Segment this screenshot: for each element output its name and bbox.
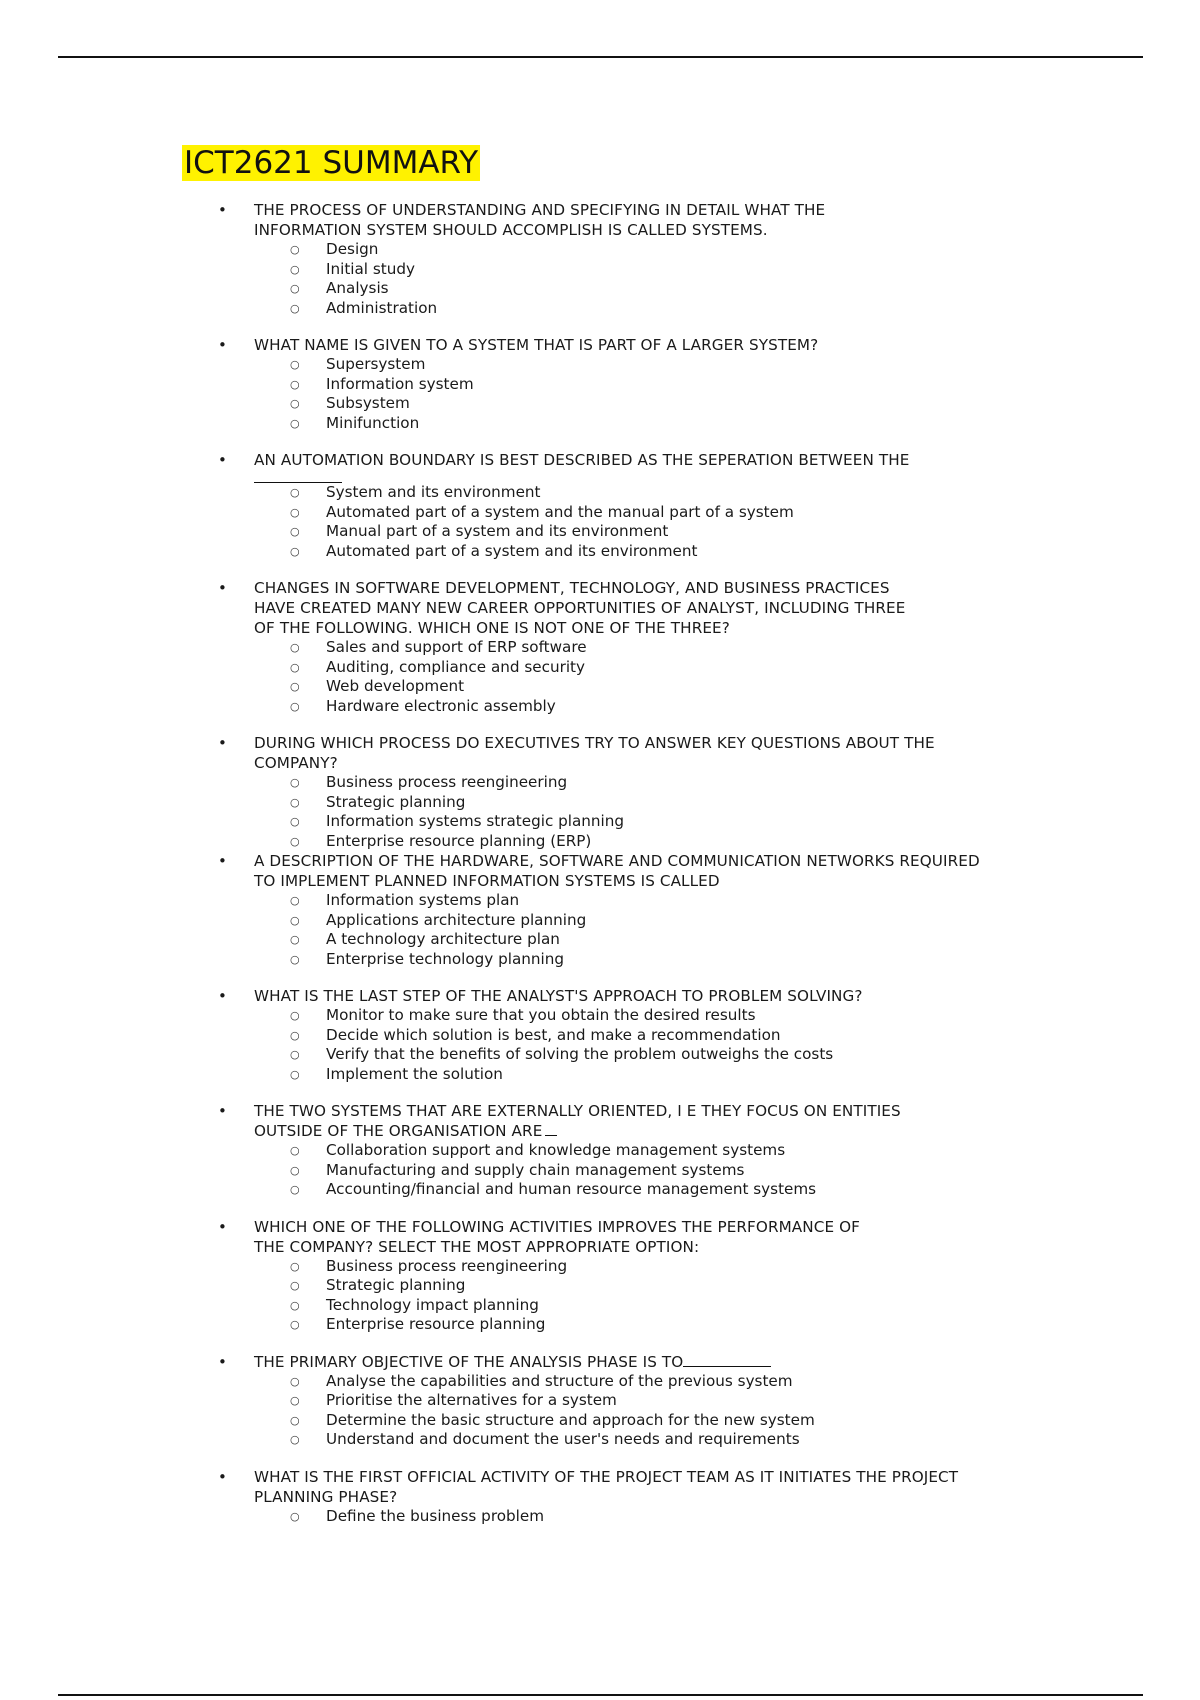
bullet-icon: • [218,201,227,219]
question-item [0,851,1200,969]
option-list [254,1507,1040,1527]
option-item [254,697,1040,717]
circle-bullet-icon: ○ [290,1183,300,1196]
circle-bullet-icon: ○ [290,1413,300,1427]
bullet-icon: • [218,1102,227,1120]
circle-bullet-icon: ○ [290,894,300,907]
question-item [0,986,1200,1084]
circle-bullet-icon: ○ [290,1009,300,1022]
option-item [254,832,1040,852]
bullet-icon: • [218,1467,227,1486]
option-item [254,503,1040,523]
circle-bullet-icon: ○ [290,1433,300,1446]
option-text: Understand and document the user's needs and requirements [326,1430,800,1448]
bullet-icon: • [218,1352,227,1371]
circle-bullet-icon: ○ [290,1318,300,1331]
circle-bullet-icon: ○ [290,1394,300,1407]
circle-bullet-icon: ○ [290,1279,300,1292]
option-item [254,1065,1040,1085]
option-text: Technology impact planning [326,1295,539,1314]
option-item [254,1296,1040,1316]
option-item [254,542,1040,562]
option-text: Information systems strategic planning [326,812,625,830]
option-item [254,773,1040,793]
option-text: Subsystem [326,394,410,412]
circle-bullet-icon: ○ [290,1067,300,1081]
option-item [254,1045,1040,1065]
circle-bullet-icon: ○ [290,913,300,927]
option-text: Decide which solution is best, and make a recommendation [326,1025,781,1044]
circle-bullet-icon: ○ [290,1144,300,1157]
option-text: Collaboration support and knowledge management systems [326,1141,786,1159]
answer-blank [683,1352,771,1367]
option-item [254,1507,1040,1527]
circle-bullet-icon: ○ [290,505,300,519]
option-item [254,1411,1040,1431]
bullet-icon: • [218,987,227,1005]
option-list [254,638,1040,716]
option-text: Strategic planning [326,1276,466,1294]
circle-bullet-icon: ○ [290,815,300,828]
option-list [254,483,1040,561]
option-item [254,891,1040,911]
option-item [254,1315,1040,1335]
question-text: THE PROCESS OF UNDERSTANDING AND SPECIFYING IN DETAIL WHAT THE INFORMATION SYSTEM SHOULD ACCOMPLISH IS CALLED SYSTEMS. [254,201,826,239]
option-item [254,355,1040,375]
circle-bullet-icon: ○ [290,301,300,315]
circle-bullet-icon: ○ [290,397,300,410]
circle-bullet-icon: ○ [290,262,300,276]
circle-bullet-icon: ○ [290,544,300,558]
circle-bullet-icon: ○ [290,1028,300,1042]
question-item [0,1467,1200,1527]
option-text: Auditing, compliance and security [326,657,585,676]
option-item [254,1372,1040,1392]
option-text: Sales and support of ERP software [326,638,587,656]
option-text: Manual part of a system and its environment [326,522,669,540]
option-item [254,1161,1040,1181]
option-item [254,1276,1040,1296]
bottom-rule [58,1694,1143,1696]
question-text: WHAT IS THE LAST STEP OF THE ANALYST'S APPROACH TO PROBLEM SOLVING? [254,987,863,1005]
circle-bullet-icon: ○ [290,1298,300,1312]
option-item [254,793,1040,813]
question-text: WHAT NAME IS GIVEN TO A SYSTEM THAT IS PART OF A LARGER SYSTEM? [254,336,819,354]
option-text: Define the business problem [326,1506,545,1525]
option-item [254,812,1040,832]
circle-bullet-icon: ○ [290,680,300,693]
question-item [0,578,1200,716]
question-text-body: THE TWO SYSTEMS THAT ARE EXTERNALLY ORIENTED, I E THEY FOCUS ON ENTITIES OUTSIDE OF THE ORGANISATION ARE [254,1102,901,1140]
option-text: Automated part of a system and the manual part of a system [326,502,794,521]
option-item [254,299,1040,319]
option-text: Web development [326,677,465,695]
top-rule [58,56,1143,58]
option-item [254,911,1040,931]
circle-bullet-icon: ○ [290,1509,300,1523]
option-text: Accounting/financial and human resource management systems [326,1180,817,1198]
option-list [254,355,1040,433]
answer-blank [254,472,342,483]
option-text: Hardware electronic assembly [326,696,556,715]
option-text: Automated part of a system and its environment [326,541,698,560]
circle-bullet-icon: ○ [290,834,300,848]
question-text: WHICH ONE OF THE FOLLOWING ACTIVITIES IMPROVES THE PERFORMANCE OF THE COMPANY? SELECT THE MOST APPROPRIATE OPTION: [254,1217,860,1256]
option-item [254,260,1040,280]
option-item [254,950,1040,970]
option-text: System and its environment [326,483,541,501]
option-item [254,375,1040,395]
circle-bullet-icon: ○ [290,525,300,538]
circle-bullet-icon: ○ [290,776,300,789]
option-item [254,1257,1040,1277]
question-text: A DESCRIPTION OF THE HARDWARE, SOFTWARE AND COMMUNICATION NETWORKS REQUIRED TO IMPLEMENT PLANNED INFORMATION SYSTEMS IS CALLED [254,852,980,890]
option-list [254,1257,1040,1335]
option-text: Information system [326,374,474,393]
option-item [254,522,1040,542]
option-text: Applications architecture planning [326,910,587,929]
option-list [254,891,1040,969]
question-item [0,450,1200,561]
option-list [254,1141,1040,1200]
option-item [254,638,1040,658]
option-item [254,1141,1040,1161]
circle-bullet-icon: ○ [290,377,300,391]
option-item [254,1180,1040,1200]
option-text: Prioritise the alternatives for a system [326,1391,617,1409]
question-item [0,1352,1200,1450]
option-item [254,677,1040,697]
option-text: Information systems plan [326,891,520,909]
option-item [254,1391,1040,1411]
answer-blank [545,1121,557,1136]
option-item [254,1006,1040,1026]
circle-bullet-icon: ○ [290,1374,300,1388]
option-item [254,658,1040,678]
option-text: Business process reengineering [326,773,568,791]
option-text: Determine the basic structure and approach for the new system [326,1410,815,1429]
circle-bullet-icon: ○ [290,1048,300,1061]
question-text: WHAT IS THE FIRST OFFICIAL ACTIVITY OF THE PROJECT TEAM AS IT INITIATES THE PROJECT PLANNING PHASE? [254,1467,959,1506]
option-item [254,483,1040,503]
option-text: Implement the solution [326,1064,503,1083]
option-text: Analysis [326,279,389,297]
question-list [0,200,1200,1543]
page-title [182,146,480,182]
circle-bullet-icon: ○ [290,641,300,654]
circle-bullet-icon: ○ [290,660,300,674]
circle-bullet-icon: ○ [290,1259,300,1273]
option-text: Enterprise resource planning [326,1315,546,1333]
bullet-icon: • [218,579,227,597]
option-item [254,279,1040,299]
question-text [254,1352,1040,1372]
option-text: A technology architecture plan [326,930,560,948]
bullet-icon: • [218,852,227,870]
option-item [254,930,1040,950]
option-text: Verify that the benefits of solving the problem outweighs the costs [326,1045,834,1063]
circle-bullet-icon: ○ [290,795,300,809]
option-text: Supersystem [326,355,426,373]
question-text [254,1101,1040,1141]
question-text-body: THE PRIMARY OBJECTIVE OF THE ANALYSIS PHASE IS TO [254,1352,684,1371]
question-item [0,200,1200,318]
question-text: DURING WHICH PROCESS DO EXECUTIVES TRY TO ANSWER KEY QUESTIONS ABOUT THE COMPANY? [254,734,935,772]
question-item [0,733,1200,851]
option-item [254,1430,1040,1450]
option-text: Enterprise resource planning (ERP) [326,831,592,850]
option-item [254,394,1040,414]
question-item [0,335,1200,433]
option-text: Minifunction [326,413,420,432]
circle-bullet-icon: ○ [290,952,300,966]
circle-bullet-icon: ○ [290,1163,300,1177]
option-item [254,414,1040,434]
circle-bullet-icon: ○ [290,358,300,371]
bullet-icon: • [218,451,227,469]
option-text: Initial study [326,259,415,278]
option-text: Monitor to make sure that you obtain the desired results [326,1006,756,1024]
circle-bullet-icon: ○ [290,282,300,295]
circle-bullet-icon: ○ [290,243,300,256]
option-list [254,1006,1040,1084]
option-list [254,773,1040,851]
circle-bullet-icon: ○ [290,416,300,430]
question-text: CHANGES IN SOFTWARE DEVELOPMENT, TECHNOLOGY, AND BUSINESS PRACTICES HAVE CREATED MANY NEW CAREER OPPORTUNITIES OF ANALYST, INCLUDING THREE OF THE FOLLOWING. WHICH ONE IS NOT ONE OF THE THREE? [254,579,906,637]
question-text: AN AUTOMATION BOUNDARY IS BEST DESCRIBED AS THE SEPERATION BETWEEN THE [254,451,910,469]
option-list [254,1372,1040,1450]
circle-bullet-icon: ○ [290,699,300,713]
option-text: Business process reengineering [326,1256,568,1275]
option-item [254,1026,1040,1046]
option-text: Administration [326,298,438,317]
circle-bullet-icon: ○ [290,486,300,499]
title-highlight: ICT2621 SUMMARY [184,145,479,181]
option-text: Design [326,240,379,258]
option-text: Enterprise technology planning [326,949,565,968]
bullet-icon: • [218,734,227,752]
bullet-icon: • [218,336,227,354]
question-item [0,1217,1200,1335]
option-list [254,240,1040,318]
option-item [254,240,1040,260]
option-text: Strategic planning [326,792,466,811]
option-text: Manufacturing and supply chain management systems [326,1160,745,1179]
option-text: Analyse the capabilities and structure of the previous system [326,1371,793,1390]
question-item [0,1101,1200,1200]
bullet-icon: • [218,1217,227,1236]
circle-bullet-icon: ○ [290,933,300,946]
